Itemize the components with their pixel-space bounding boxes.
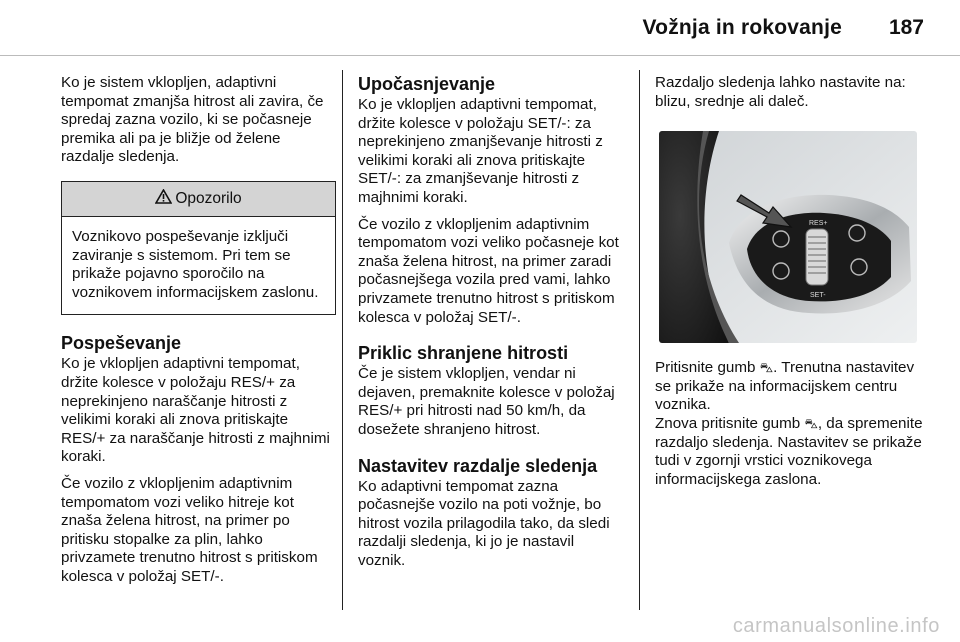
page-header — [0, 0, 960, 50]
intro-paragraph: Ko je sistem vklopljen, adaptivni tempomat zmanjša hitrost ali zavira, če spredaj zazna vozilo, ki se počasneje premika ali pa je bližje od želene razdalje sledenja. — [61, 74, 324, 166]
watermark: carmanualsonline.info — [732, 615, 940, 637]
warning-text: Voznikovo pospeševanje izključi zaviranje s sistemom. Pri tem se prikaže pojavno sporočilo na voznikovem informacijskem zaslonu. — [72, 227, 319, 301]
column-1 — [61, 74, 336, 594]
press-again-text-a: Znova pritisnite gumb — [655, 414, 801, 432]
photo-label-set: SET- — [810, 292, 826, 300]
warning-triangle-icon — [155, 189, 172, 210]
header-divider — [0, 55, 960, 56]
press-text-a: Pritisnite gumb — [655, 359, 756, 377]
button-press-paragraph — [655, 359, 923, 489]
section-heading-deceleration: Upočasnjevanje — [358, 74, 496, 94]
column-3 — [655, 74, 923, 497]
acceleration-paragraph-1: Ko je vklopljen adaptivni tempomat, držite kolesce v položaju RES/+ za neprekinjeno naraščanje hitrosti z velikimi koraki ali znova pritiskajte RES/+ za naraščanje hitrosti z majhnimi koraki. — [61, 355, 330, 466]
press-text-b: . Trenutna nastavitev se prikaže na informacijskem centru voznika. — [655, 359, 915, 414]
press-again-text-b: , da spremenite razdaljo sledenja. Nastavitev se prikaže tudi v zgornji vrstici voznikovega informacijskega zaslona. — [655, 414, 923, 488]
section-heading-acceleration: Pospeševanje — [61, 333, 182, 354]
follow-distance-button-icon-2: ⛍ — [804, 415, 818, 431]
column-divider-1 — [342, 70, 343, 610]
page-number: 187 — [888, 16, 924, 39]
warning-box — [61, 181, 336, 315]
column-divider-2 — [639, 70, 640, 610]
follow-distance-button-icon: ⛍ — [759, 360, 774, 376]
page-title: Vožnja in rokovanje — [642, 16, 842, 39]
column-2 — [358, 74, 624, 578]
steering-wheel-photo — [659, 131, 917, 343]
acceleration-paragraph-2: Če vozilo z vklopljenim adaptivnim tempomatom vozi veliko hitreje kot znaša želena hitrost, na primer po pritisku stopalke za plin, lahko privzamete trenutno hitrost s pritiskom kolesca v položaj SET/-. — [61, 474, 318, 585]
deceleration-paragraph-1: Ko je vklopljen adaptivni tempomat, držite kolesce v položaju SET/-: za neprekinjeno zmanjševanje hitrosti z velikimi koraki ali znova pritiskajte SET/-: za zmanjševanje hitrosti z majhnimi koraki. — [358, 96, 603, 206]
follow-distance-paragraph: Ko adaptivni tempomat zazna počasnejše vozilo na poti vožnje, bo hitrost vozila prilagodila tako, da sledi razdalji sledenja, ki jo je nastavil voznik. — [358, 477, 610, 569]
warning-header — [62, 182, 335, 217]
photo-label-res: RES+ — [809, 220, 828, 228]
section-heading-recall-speed: Priklic shranjene hitrosti — [358, 343, 569, 364]
recall-speed-paragraph: Če je sistem vklopljen, vendar ni dejaven, premaknite kolesce v položaj RES/+ pri hitrosti nad 50 km/h, da dosežete shranjeno hitrost. — [358, 365, 615, 438]
deceleration-paragraph-2: Če vozilo z vklopljenim adaptivnim tempomatom vozi veliko počasneje kot znaša želena hitrost, na primer zaradi počasnejšega vozila pred vami, lahko privzamete trenutno hitrost s pritiskom kolesca v položaj SET/-. — [358, 215, 619, 326]
section-heading-follow-distance: Nastavitev razdalje sledenja — [358, 455, 598, 476]
distance-options-paragraph: Razdaljo sledenja lahko nastavite na: blizu, srednje ali daleč. — [655, 74, 906, 110]
warning-title: Opozorilo — [175, 189, 242, 207]
